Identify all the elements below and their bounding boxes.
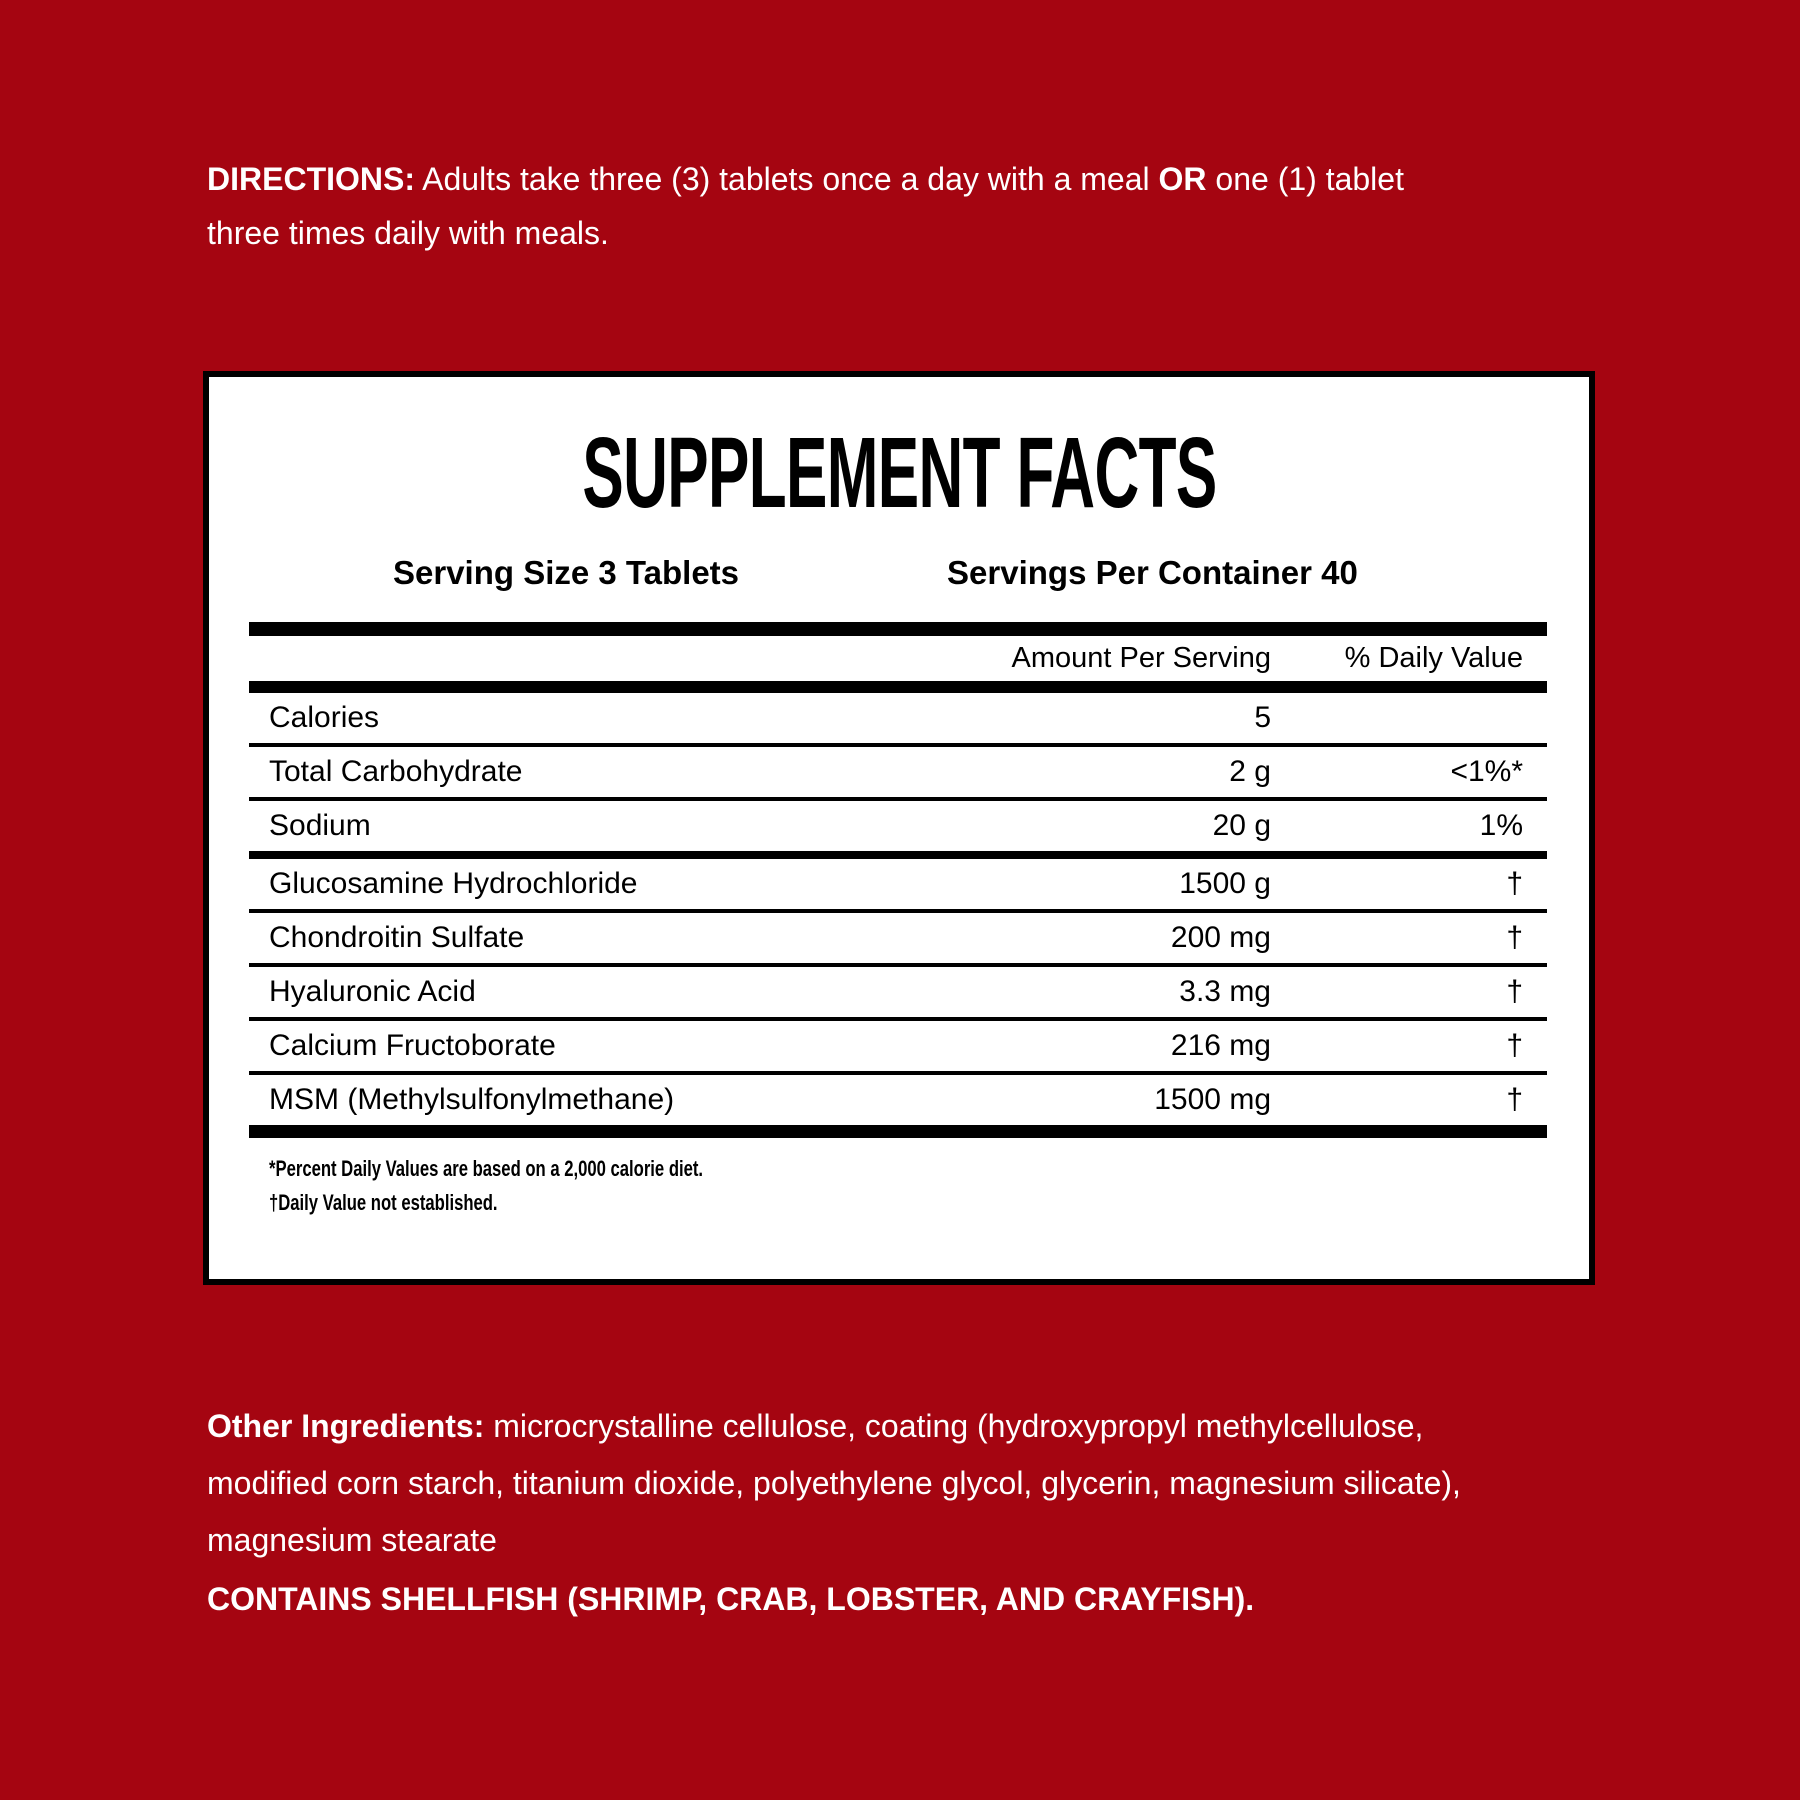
facts-table xyxy=(249,622,1547,1220)
daily-value-column-header: % Daily Value xyxy=(1344,642,1523,674)
table-row-calcium-fructoborate: Calcium Fructoborate 216 mg † xyxy=(249,1021,1547,1075)
table-row-hyaluronic: Hyaluronic Acid 3.3 mg † xyxy=(249,967,1547,1021)
directions-or: OR xyxy=(1158,161,1207,197)
footnote-daily-values: *Percent Daily Values are based on a 2,000 calorie diet. xyxy=(269,1156,704,1181)
table-row-msm: MSM (Methylsulfonylmethane) 1500 mg † xyxy=(269,1083,1523,1116)
panel-title: SUPPLEMENT FACTS xyxy=(581,417,1217,529)
allergen-statement: CONTAINS SHELLFISH (SHRIMP, CRAB, LOBSTER, AND CRAYFISH). xyxy=(207,1581,1255,1617)
table-row-glucosamine: Glucosamine Hydrochloride 1500 g † xyxy=(249,859,1547,913)
footnote-dagger: †Daily Value not established. xyxy=(269,1190,498,1215)
other-ingredients-text xyxy=(207,1398,1607,1569)
directions-body-2: one (1) tablet three xyxy=(207,161,1404,251)
directions-body-1: Adults take three (3) tablets once a day with a meal xyxy=(415,161,1159,197)
table-top-bar xyxy=(249,622,1547,636)
table-row-carbohydrate: Total Carbohydrate 2 g <1%* xyxy=(249,747,1547,801)
table-bottom-bar xyxy=(249,1125,1547,1138)
directions-label: DIRECTIONS: xyxy=(207,161,415,197)
servings-per-container: Servings Per Container 40 xyxy=(947,554,1358,591)
serving-info-row xyxy=(393,556,1589,589)
other-ingredients-line-3: magnesium stearate xyxy=(207,1522,497,1558)
table-row-chondroitin: Chondroitin Sulfate 200 mg † xyxy=(249,913,1547,967)
table-row-calories: Calories 5 xyxy=(249,693,1547,747)
table-header-row xyxy=(249,636,1547,681)
other-ingredients-line-1: Other Ingredients: microcrystalline cellulose, coating (hydroxypropyl methylcellulose, xyxy=(207,1408,1424,1444)
supplement-facts-panel xyxy=(203,371,1595,1285)
other-ingredients-line-2: modified corn starch, titanium dioxide, polyethylene glycol, glycerin, magnesium silicate), xyxy=(207,1465,1461,1501)
amount-column-header: Amount Per Serving xyxy=(1011,642,1271,674)
table-header-bar xyxy=(249,681,1547,693)
directions-text xyxy=(207,152,1467,260)
panel-title-row xyxy=(209,417,1589,529)
table-mid-bar xyxy=(249,851,1547,859)
table-row-sodium: Sodium 20 g 1% xyxy=(269,809,1523,842)
serving-size: Serving Size 3 Tablets xyxy=(393,554,740,591)
other-ingredients-label: Other Ingredients: xyxy=(207,1408,485,1444)
footnotes xyxy=(269,1152,1547,1220)
directions-body-3: times daily with meals. xyxy=(288,215,609,251)
